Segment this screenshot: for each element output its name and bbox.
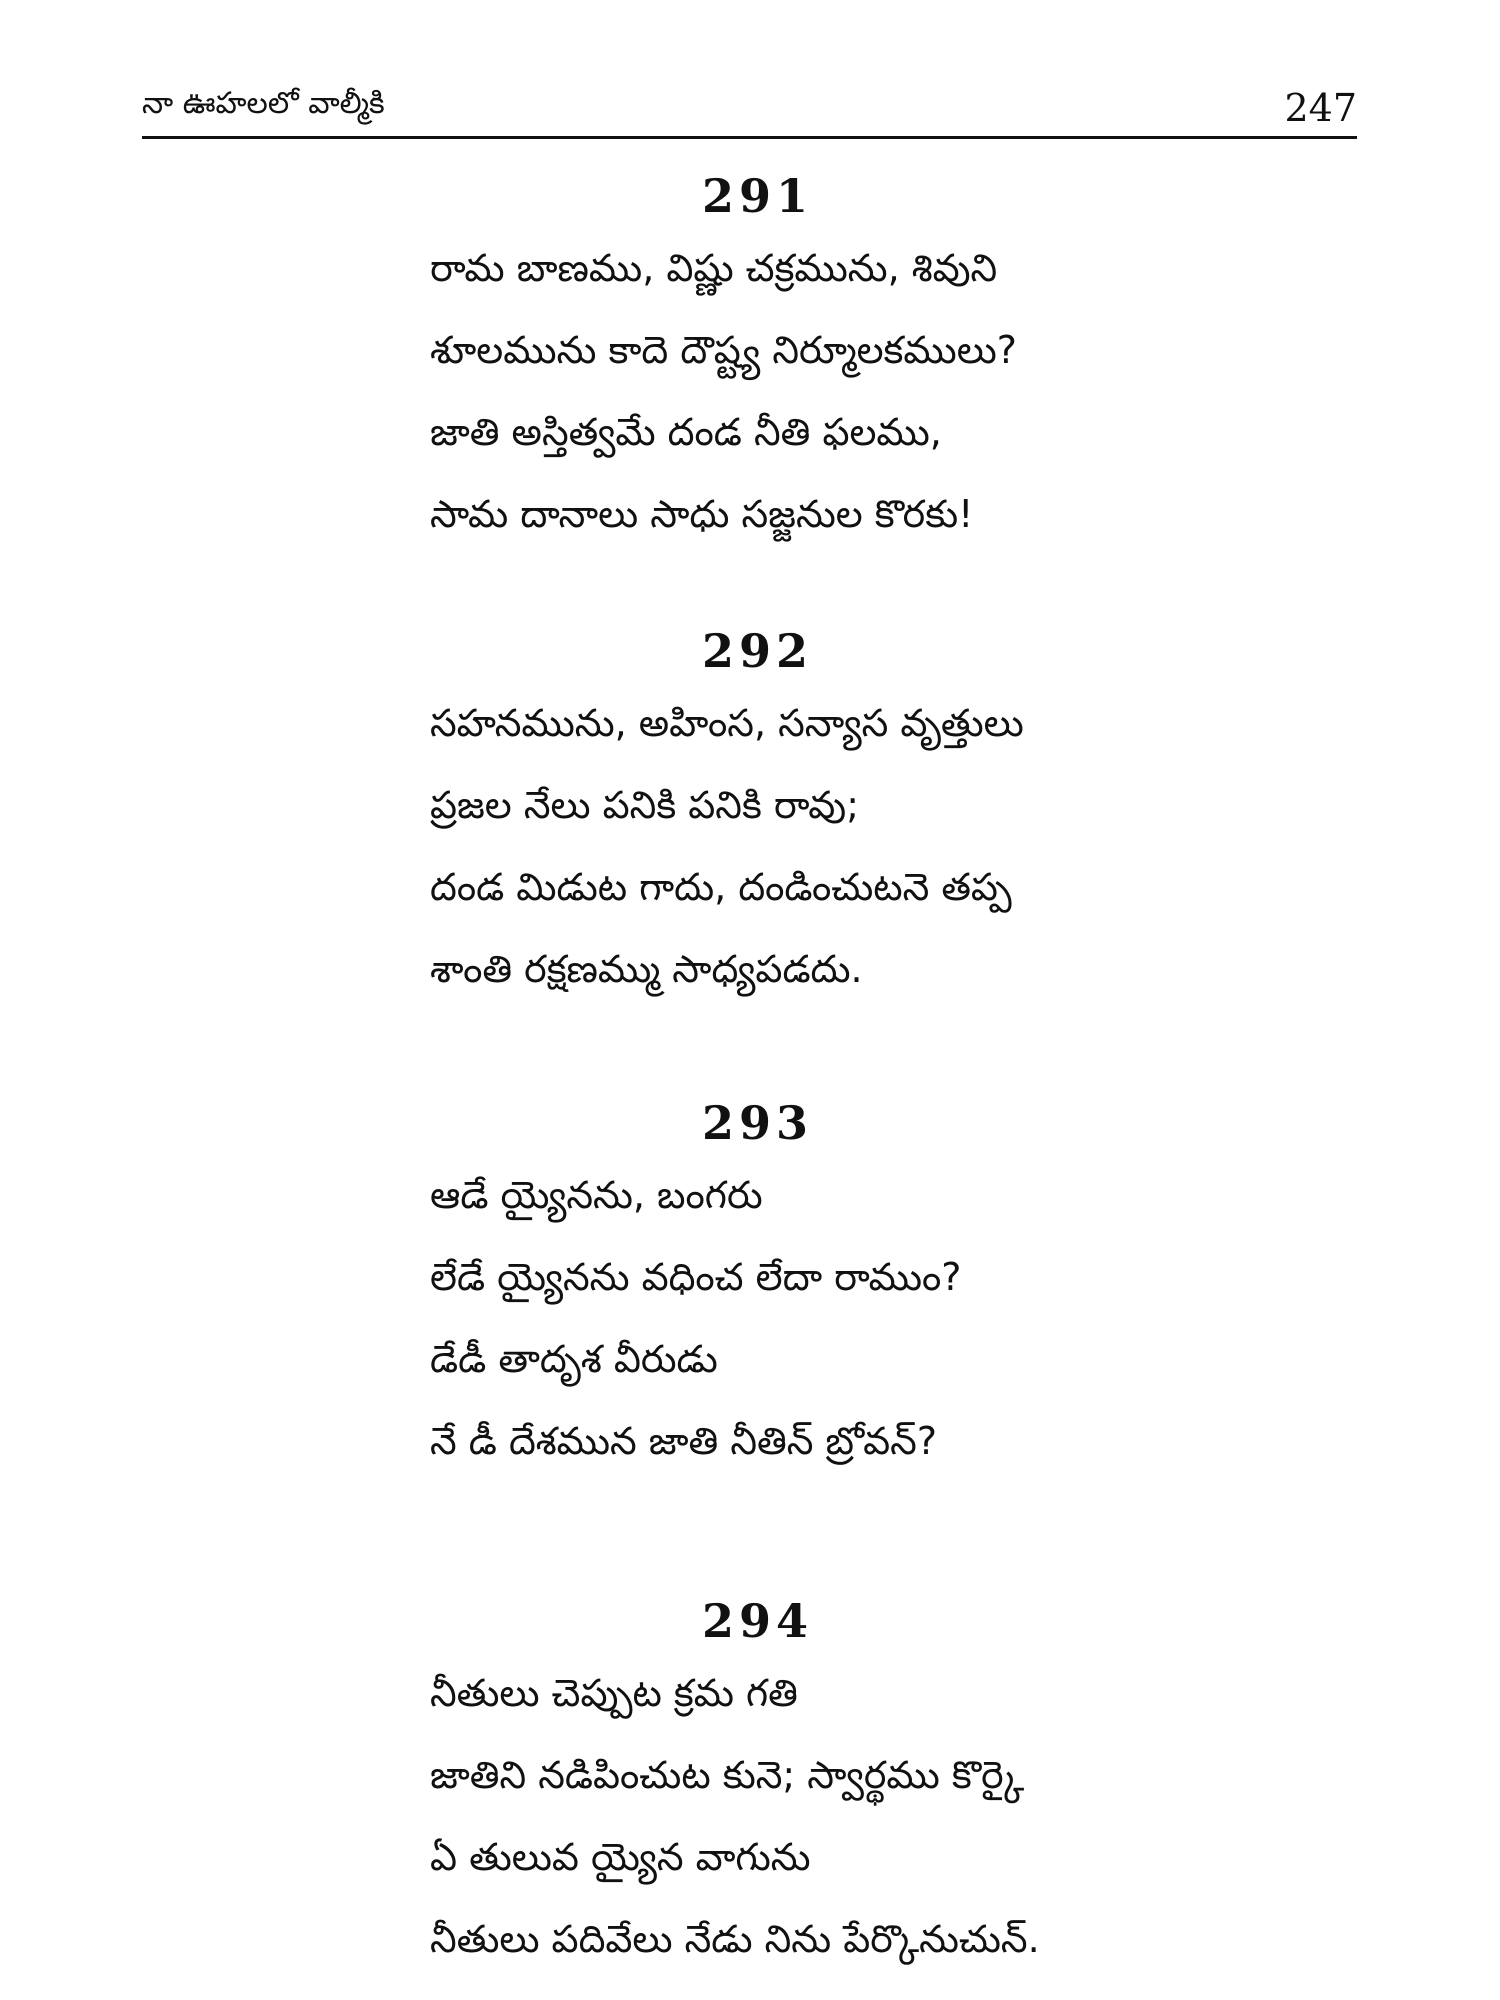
poem-line: ప్రజల నేలు పనికి పనికి రావు;	[430, 783, 860, 827]
poem-number: 292	[702, 624, 814, 678]
poem-293	[430, 1092, 1190, 1482]
poem-line: డేడీ తాదృశ వీరుడు	[430, 1337, 718, 1381]
poem-line: శాంతి రక్షణమ్ము సాధ్యపడదు.	[430, 947, 863, 991]
book-title: నా ఊహలలో వాల్మీకి	[142, 86, 385, 121]
poem-lines	[430, 1652, 1190, 1980]
poem-line: దండ మిడుట గాదు, దండించుటనె తప్ప	[430, 865, 1012, 909]
poem-number: 294	[702, 1594, 814, 1648]
poem-lines	[430, 227, 1190, 555]
poem-line: నే డీ దేశమున జాతి నీతిన్ బ్రోవన్?	[430, 1419, 938, 1463]
poem-number: 293	[702, 1096, 814, 1150]
poem-291	[430, 165, 1190, 555]
poem-lines	[430, 1154, 1190, 1482]
poem-292	[430, 620, 1190, 1010]
poem-line: లేడే య్యైనను వధించ లేదా రాముం?	[430, 1255, 962, 1299]
poem-line: జాతి అస్తిత్వమే దండ నీతి ఫలము,	[430, 410, 942, 454]
poem-line: రామ బాణము, విష్ణు చక్రమును, శివుని	[430, 246, 998, 290]
poem-294	[430, 1590, 1190, 1980]
poem-line: శూలమును కాదె దౌష్ట్య నిర్మూలకములు?	[430, 328, 1017, 372]
poem-line: నీతులు చెప్పుట క్రమ గతి	[430, 1671, 798, 1715]
poem-line: ఏ తులువ య్యైన వాగును	[430, 1835, 811, 1879]
poem-line: నీతులు పదివేలు నేడు నిను పేర్కొనుచున్.	[430, 1917, 1040, 1961]
page-number: 247	[1284, 86, 1357, 130]
page-header	[142, 78, 1357, 139]
poem-number: 291	[702, 169, 814, 223]
poem-line: జాతిని నడిపించుట కునె; స్వార్థము కొర్కై	[430, 1753, 1024, 1797]
poem-line: సహనమును, అహింస, సన్యాస వృత్తులు	[430, 701, 1024, 745]
poem-lines	[430, 682, 1190, 1010]
poem-line: ఆడే య్యైనను, బంగరు	[430, 1173, 763, 1217]
poem-line: సామ దానాలు సాధు సజ్జనుల కొరకు!	[430, 492, 974, 536]
